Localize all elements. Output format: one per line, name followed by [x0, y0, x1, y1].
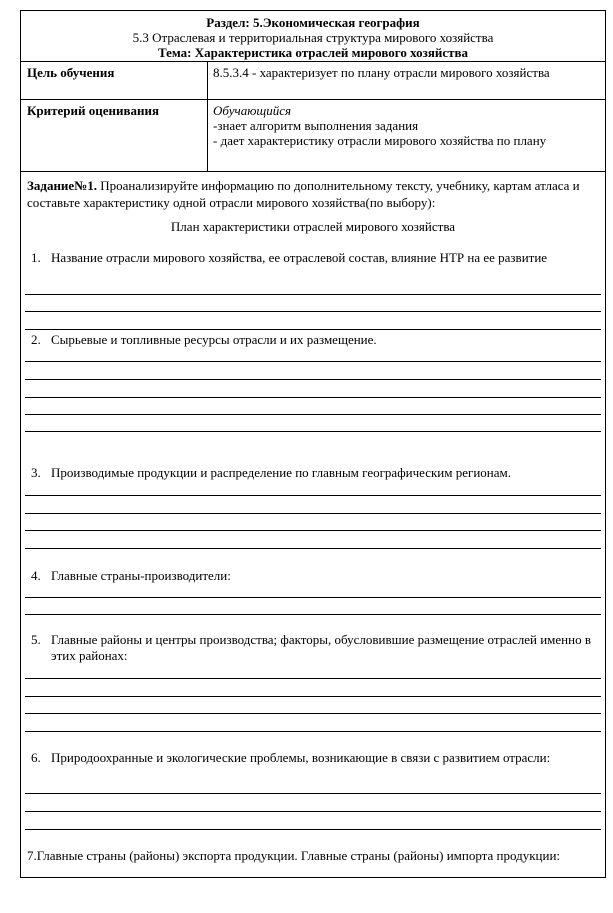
answer-line[interactable]	[25, 597, 601, 598]
plan-item-7: 7.Главные страны (районы) экспорта продукции. Главные страны (районы) импорта продукции:	[27, 848, 561, 863]
answer-line[interactable]	[25, 495, 601, 496]
criteria-label: Критерий оценивания	[27, 103, 160, 118]
subsection-title: 5.3 Отраслевая и территориальная структура мирового хозяйства	[132, 30, 494, 45]
answer-line[interactable]	[25, 731, 601, 732]
answer-line[interactable]	[25, 311, 601, 312]
task-body: Проанализируйте информацию по дополнительному тексту, учебнику, картам атласа и составьте характеристику одной отрасли мирового хозяйства(по выбору):	[27, 178, 580, 210]
goal-value: 8.5.3.4 - характеризует по плану отрасли мирового хозяйства	[213, 65, 550, 80]
answer-line[interactable]	[25, 829, 601, 830]
answer-line[interactable]	[25, 713, 601, 714]
criteria-line-1: -знает алгоритм выполнения задания	[213, 118, 419, 133]
item-text: Сырьевые и топливные ресурсы отрасли и их размещение.	[51, 332, 377, 347]
answer-line[interactable]	[25, 811, 601, 812]
worksheet	[20, 10, 606, 878]
answer-line[interactable]	[25, 361, 601, 362]
answer-line[interactable]	[25, 530, 601, 531]
task-text	[27, 177, 599, 211]
item-text: Название отрасли мирового хозяйства, ее отраслевой состав, влияние НТР на ее развитие	[51, 250, 548, 265]
plan-title: План характеристики отраслей мирового хозяйства	[170, 219, 456, 234]
table-bottom-border	[21, 171, 605, 172]
item-number: 5.	[31, 632, 41, 647]
item-text: Главные районы и центры производства; факторы, обусловившие размещение отраслей именно в этих районах:	[51, 632, 591, 663]
answer-line[interactable]	[25, 696, 601, 697]
answer-line[interactable]	[25, 614, 601, 615]
table-divider	[207, 61, 208, 171]
item-number: 3.	[31, 465, 41, 480]
goal-row	[21, 61, 605, 100]
header	[21, 11, 605, 60]
criteria-row	[21, 99, 605, 172]
answer-line[interactable]	[25, 793, 601, 794]
answer-line[interactable]	[25, 329, 601, 330]
answer-line[interactable]	[25, 431, 601, 432]
answer-line[interactable]	[25, 397, 601, 398]
item-number: 6.	[31, 750, 41, 765]
item-number: 4.	[31, 568, 41, 583]
criteria-subject: Обучающийся	[213, 103, 292, 118]
answer-line[interactable]	[25, 548, 601, 549]
item-text: Природоохранные и экологические проблемы, возникающие в связи с развитием отрасли:	[51, 750, 551, 765]
answer-line[interactable]	[25, 414, 601, 415]
item-number: 1.	[31, 250, 41, 265]
item-text: Производимые продукции и распределение по главным географическим регионам.	[51, 465, 511, 480]
answer-line[interactable]	[25, 379, 601, 380]
section-title: Раздел: 5.Экономическая география	[206, 15, 420, 30]
answer-line[interactable]	[25, 294, 601, 295]
item-text: Главные страны-производители:	[51, 568, 231, 583]
goal-label: Цель обучения	[27, 65, 115, 80]
topic-title: Тема: Характеристика отраслей мирового хозяйства	[157, 45, 469, 60]
answer-line[interactable]	[25, 678, 601, 679]
task-title: Задание№1.	[27, 178, 98, 193]
criteria-value	[213, 103, 601, 148]
answer-line[interactable]	[25, 513, 601, 514]
criteria-line-2: - дает характеристику отрасли мирового хозяйства по плану	[213, 133, 547, 148]
item-number: 2.	[31, 332, 41, 347]
